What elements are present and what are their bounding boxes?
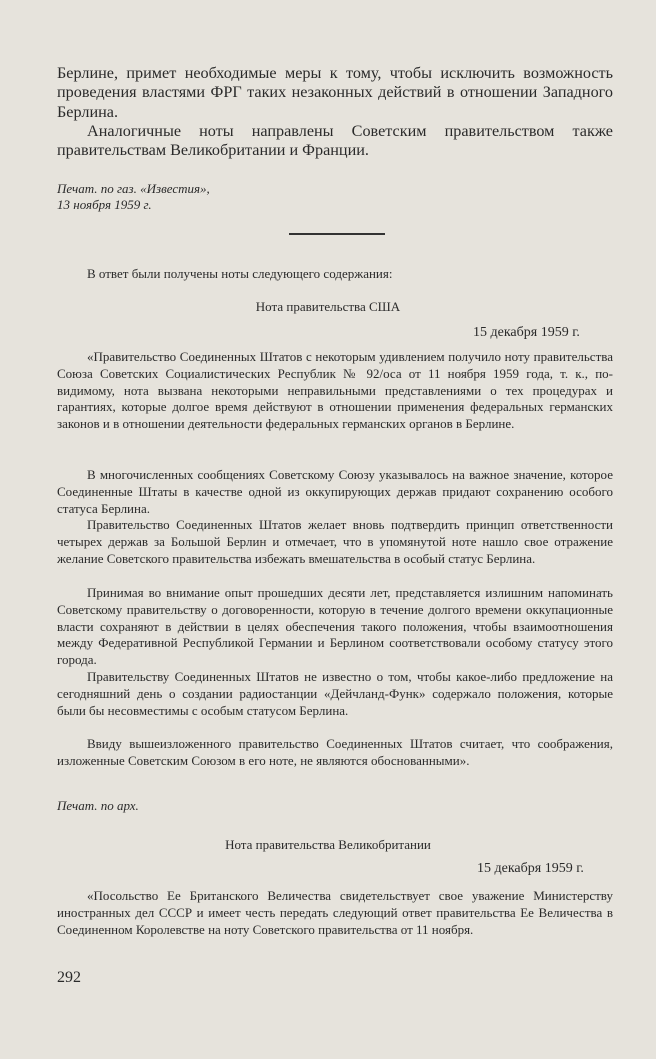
note-usa-paragraph-4: Принимая во внимание опыт прошедших десяти лет, представляется излишним напоминать Советскому правительству о договоренности, которую в течение долгого времени оккупационные власти сохраняют в действии в целях обеспечения такого положения, чтобы взаимоотношения между Федеративной Республикой Германии и Берлином соответствовали особому статусу этого города.: [57, 585, 613, 668]
note-usa-paragraph-3: Правительство Соединенных Штатов желает вновь подтвердить принцип ответственности четырех держав за Большой Берлин и отмечает, что в упомянутой ноте нашло свое отражение желание Советского правительства избежать вмешательства в особый статус Берлина.: [57, 517, 613, 566]
note-usa-paragraph-6: Ввиду вышеизложенного правительство Соединенных Штатов считает, что соображения, изложенные Советским Союзом в его ноте, не являются обоснованными».: [57, 736, 613, 768]
note-uk-paragraph-1: «Посольство Ее Британского Величества свидетельствует свое уважение Министерству иностранных дел СССР и имеет честь передать следующий ответ правительства Ее Величества в Соединенном Королевстве на ноту Советского правительства от 11 ноября.: [57, 888, 613, 937]
paragraph-berlin-continuation: Берлине, примет необходимые меры к тому, чтобы исключить возможность проведения властями ФРГ таких незаконных действий в отношении Западного Берлина.: [57, 64, 613, 121]
source-citation-izvestia-line1: Печат. по газ. «Известия»,: [57, 181, 210, 196]
note-usa-paragraph-1: «Правительство Соединенных Штатов с некоторым удивлением получило ноту правительства Союза Советских Социалистических Республик № 92/оса от 11 ноября 1959 года, т. к., по-видимому, нота вызвана некоторыми неправильными представлениями о тех процедурах и гарантиях, которые долгое время действуют в отношении применения федеральных германских законов и в отношении деятельности федеральных германских органов в Берлине.: [57, 349, 613, 432]
note-usa-title: Нота правительства США: [255, 299, 401, 314]
source-citation-archive: Печат. по арх.: [57, 798, 139, 813]
note-uk-title: Нота правительства Великобритании: [225, 837, 431, 852]
note-usa-date: 15 декабря 1959 г.: [473, 325, 580, 340]
intro-line: В ответ были получены ноты следующего содержания:: [87, 266, 393, 281]
note-usa-paragraph-2: В многочисленных сообщениях Советскому Союзу указывалось на важное значение, которое Соединенные Штаты в качестве одной из оккупирующих держав придают сохранению особого статуса Берлина.: [57, 467, 613, 516]
paragraph-similar-notes: Аналогичные ноты направлены Советским правительством также правительствам Великобритании и Франции.: [57, 122, 613, 160]
section-divider: [289, 233, 385, 235]
page-number: 292: [57, 969, 81, 986]
source-citation-izvestia-line2: 13 ноября 1959 г.: [57, 197, 152, 212]
note-usa-paragraph-5: Правительству Соединенных Штатов не известно о том, чтобы какое-либо предложение на сегодняшний день о создании радиостанции «Дейчланд-Функ» содержало положения, которые были бы несовместимы с особым статусом Берлина.: [57, 669, 613, 718]
note-uk-date: 15 декабря 1959 г.: [477, 861, 584, 876]
